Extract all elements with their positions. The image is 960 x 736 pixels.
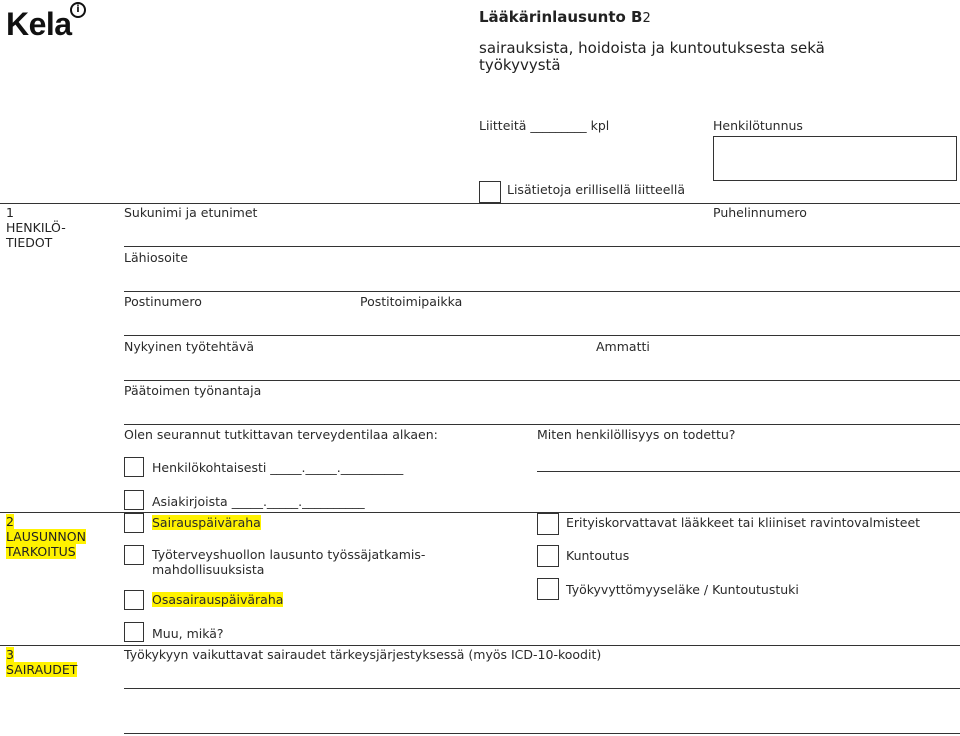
other-purpose-checkbox[interactable] (124, 622, 144, 642)
other-purpose-label: Muu, mikä? (152, 626, 224, 641)
address-label: Lähiosoite (124, 250, 188, 265)
extra-info-checkbox[interactable] (479, 181, 501, 203)
section3-top-rule (0, 645, 960, 646)
address-field-line[interactable] (124, 291, 960, 292)
diseases-field-line-1[interactable] (124, 688, 960, 689)
form-subtitle: sairauksista, hoidoista ja kuntoutuksesta sekä työkyvystä (479, 39, 825, 74)
section1-title-line1: HENKILÖ- (6, 220, 66, 235)
diseases-label: Työkykyyn vaikuttavat sairaudet tärkeysjärjestyksessä (myös ICD-10-koodit) (124, 647, 602, 662)
occupational-health-checkbox[interactable] (124, 545, 144, 565)
section1-top-rule (0, 203, 960, 204)
section1-number: 1 (6, 205, 14, 220)
postoffice-label: Postitoimipaikka (360, 294, 463, 309)
section3-heading (6, 647, 77, 677)
documents-checkbox[interactable] (124, 490, 144, 510)
rehabilitation-checkbox[interactable] (537, 545, 559, 567)
personally-checkbox[interactable] (124, 457, 144, 477)
attachments-count-field[interactable]: Liitteitä _________ kpl (479, 118, 610, 133)
followed-since-label: Olen seurannut tutkittavan terveydentilaa alkaen: (124, 427, 438, 442)
special-medicines-label: Erityiskorvattavat lääkkeet tai kliiniset ravintovalmisteet (566, 515, 921, 530)
section3-title: SAIRAUDET (6, 662, 78, 677)
diseases-field-line-2[interactable] (124, 733, 960, 734)
partial-sickness-checkbox[interactable] (124, 590, 144, 610)
form-title-text: Lääkärinlausunto B (479, 8, 643, 26)
rehabilitation-label: Kuntoutus (566, 548, 630, 563)
identity-label: Miten henkilöllisyys on todettu? (537, 427, 736, 442)
disability-pension-checkbox[interactable] (537, 578, 559, 600)
name-label: Sukunimi ja etunimet (124, 205, 258, 220)
section1-title-line2: TIEDOT (6, 235, 53, 250)
occupational-health-line2: mahdollisuuksista (152, 562, 265, 577)
form-title-suffix: 2 (642, 11, 651, 26)
identity-field-line[interactable] (537, 471, 960, 472)
form-title (479, 8, 651, 26)
kela-logo-mark-icon: i (70, 2, 86, 18)
postcode-field-line[interactable] (124, 335, 960, 336)
section2-title-line2: TARKOITUS (6, 544, 76, 559)
partial-sickness-label (152, 592, 283, 607)
disability-pension-label: Työkyvyttömyyseläke / Kuntoutustuki (566, 582, 799, 597)
job-field-line[interactable] (124, 380, 960, 381)
section2-title-line1: LAUSUNNON (6, 529, 86, 544)
employer-field-line[interactable] (124, 424, 960, 425)
personally-label: Henkilökohtaisesti _____._____.__________ (152, 460, 404, 475)
section3-number: 3 (6, 647, 14, 662)
employer-label: Päätoimen työnantaja (124, 383, 262, 398)
current-job-label: Nykyinen työtehtävä (124, 339, 254, 354)
occupational-health-line1: Työterveyshuollon lausunto työssäjatkamis- (152, 547, 426, 562)
sickness-allowance-text: Sairauspäiväraha (152, 515, 261, 530)
profession-label: Ammatti (596, 339, 650, 354)
section2-top-rule (0, 512, 960, 513)
section2-number: 2 (6, 514, 14, 529)
section1-heading (6, 205, 66, 250)
occupational-health-label (152, 547, 425, 577)
sickness-allowance-checkbox[interactable] (124, 513, 144, 533)
name-field-line[interactable] (124, 246, 960, 247)
partial-sickness-text: Osasairauspäiväraha (152, 592, 284, 607)
postcode-label: Postinumero (124, 294, 202, 309)
ssn-input[interactable] (713, 136, 957, 181)
special-medicines-checkbox[interactable] (537, 513, 559, 535)
phone-label: Puhelinnumero (713, 205, 807, 220)
documents-label: Asiakirjoista _____._____.__________ (152, 494, 365, 509)
kela-logo: Kela (6, 6, 72, 42)
section2-heading (6, 514, 86, 559)
sickness-allowance-label (152, 515, 261, 530)
ssn-label: Henkilötunnus (713, 118, 803, 133)
extra-info-label: Lisätietoja erillisellä liitteellä (507, 182, 686, 197)
